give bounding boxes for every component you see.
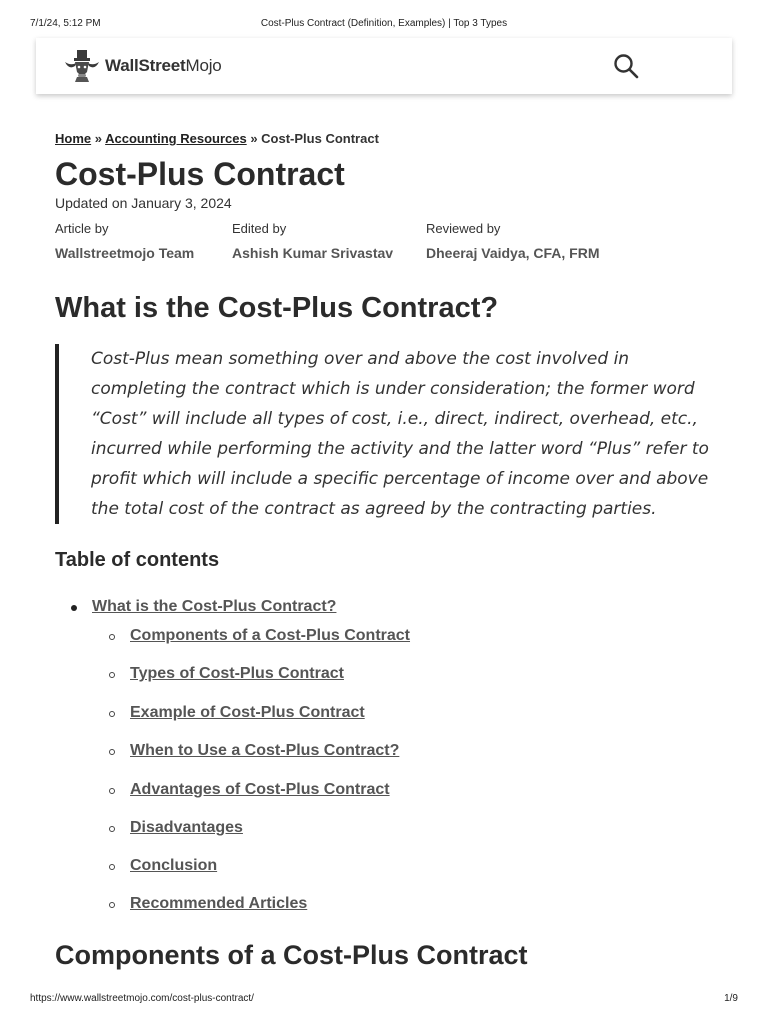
toc-link-when-to-use[interactable]: When to Use a Cost-Plus Contract?: [130, 742, 400, 759]
logo-text: WallStreetMojo: [105, 56, 222, 75]
toc-bullet-circle: [109, 711, 115, 717]
breadcrumb-separator: »: [246, 131, 262, 146]
section-title-components: Components of a Cost-Plus Contract: [55, 940, 528, 970]
site-logo[interactable]: [63, 50, 222, 82]
breadcrumb-home[interactable]: Home: [55, 131, 92, 146]
bull-logo-icon: [63, 50, 101, 82]
updated-date: Updated on January 3, 2024: [55, 195, 232, 211]
toc-link-advantages[interactable]: Advantages of Cost-Plus Contract: [130, 781, 390, 798]
article-by-value: Wallstreetmojo Team: [55, 245, 195, 261]
breadcrumb-category[interactable]: Accounting Resources: [105, 131, 247, 146]
reviewed-by-value: Dheeraj Vaidya, CFA, FRM: [426, 245, 600, 261]
toc-bullet-circle: [109, 634, 115, 640]
toc-link-example[interactable]: Example of Cost-Plus Contract: [130, 704, 365, 721]
toc-link-main[interactable]: What is the Cost-Plus Contract?: [92, 598, 337, 615]
print-doc-title: Cost-Plus Contract (Definition, Examples) | Top 3 Types: [260, 18, 508, 29]
article-by-label: Article by: [55, 221, 109, 236]
toc-link-disadvantages[interactable]: Disadvantages: [130, 819, 243, 836]
breadcrumb-current: Cost-Plus Contract: [261, 131, 379, 146]
page-title: Cost-Plus Contract: [55, 156, 345, 192]
print-date: 7/1/24, 5:12 PM: [30, 18, 101, 29]
definition-quote: [55, 344, 719, 524]
toc-link-types[interactable]: Types of Cost-Plus Contract: [130, 665, 344, 682]
print-page-number: 1/9: [724, 993, 738, 1004]
definition-quote-text: Cost-Plus mean something over and above the cost involved in completing the contract which is under consideration; the former word “Cost” will include all types of cost, i.e., direct, indirect, overhead, etc., incurred while performing the activity and the latter word “Plus” refer to profit which will include a specific percentage of income over and above the total cost of the contract as agreed by the contracting parties.: [91, 349, 709, 519]
meta-article-by: [55, 221, 194, 261]
toc-bullet-circle: [109, 826, 115, 832]
toc-link-recommended[interactable]: Recommended Articles: [130, 895, 308, 912]
toc-bullet-circle: [109, 902, 115, 908]
toc-bullet-disc: [71, 605, 77, 611]
reviewed-by-label: Reviewed by: [426, 221, 501, 236]
print-url: https://www.wallstreetmojo.com/cost-plus-contract/: [30, 993, 254, 1004]
toc-bullet-circle: [109, 788, 115, 794]
toc-link-components[interactable]: Components of a Cost-Plus Contract: [130, 627, 411, 644]
breadcrumb-separator: »: [91, 131, 106, 146]
section-title-what-is: What is the Cost-Plus Contract?: [55, 292, 499, 324]
toc-title: Table of contents: [55, 549, 220, 571]
toc-bullet-circle: [109, 749, 115, 755]
breadcrumb: [55, 131, 379, 146]
search-button[interactable]: [612, 52, 640, 80]
toc-bullet-circle: [109, 672, 115, 678]
site-header: [36, 38, 732, 94]
meta-edited-by: [232, 221, 393, 261]
toc-bullet-circle: [109, 864, 115, 870]
toc-link-conclusion[interactable]: Conclusion: [130, 857, 218, 874]
print-footer: [0, 993, 768, 1009]
edited-by-value: Ashish Kumar Srivastav: [232, 245, 394, 261]
edited-by-label: Edited by: [232, 221, 287, 236]
print-header: [0, 18, 768, 34]
search-icon: [612, 52, 640, 80]
meta-reviewed-by: [426, 221, 600, 261]
